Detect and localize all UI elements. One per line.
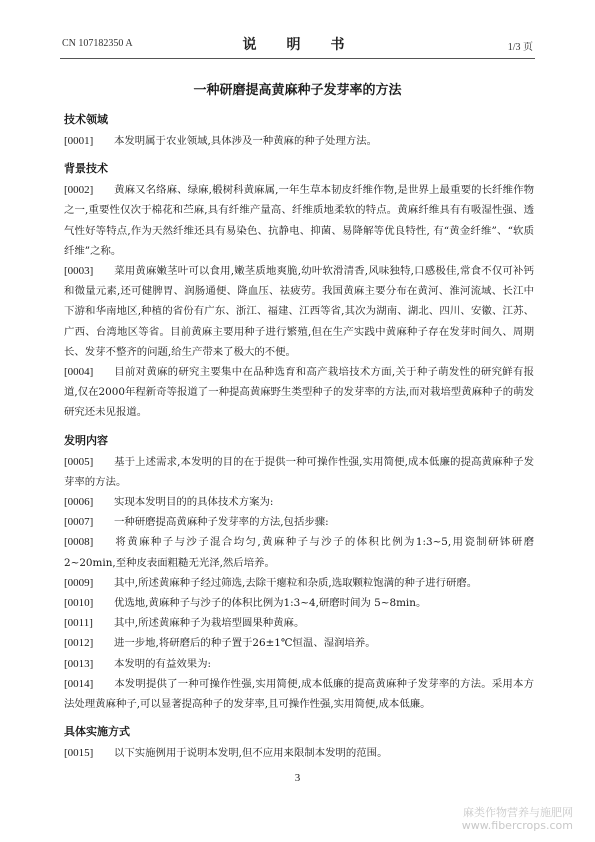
paragraph xyxy=(64,743,534,763)
paragraph xyxy=(64,512,534,532)
page-indicator: 1/3 页 xyxy=(507,42,533,53)
paragraph-text: 优选地,黄麻种子与沙子的体积比例为1:3~4,研磨时间为 5~8min。 xyxy=(114,597,427,610)
paragraph xyxy=(64,362,534,423)
section-heading-embodiment: 具体实施方式 xyxy=(64,725,130,739)
section-heading-tech-field: 技术领域 xyxy=(64,113,108,126)
paragraph-number: [0003] xyxy=(64,265,94,278)
paragraph-number: [0012] xyxy=(64,637,94,650)
header-title: 说 明 书 xyxy=(242,37,353,53)
paragraph-text: 菜用黄麻嫩茎叶可以食用,嫩茎质地爽脆,幼叶软滑清香,风味独特,口感极佳,常食不仅可补钙和微量元素,还可健脾胃、润肠通便、降血压、祛疲劳。我国黄麻主要分布在黄河、淮河流域、长江中下游和华南地区,种植的省份有广东、浙江、福建、江西等省,其次为湖南、湖北、四川、安徽、江苏、广西、台湾地区等省。目前黄麻主要用种子进行繁殖,但在生产实践中黄麻种子存在发芽时间久、周期长、发芽不整齐的问题,给生产带来了极大的不便。 xyxy=(64,265,534,358)
paragraph-text: 黄麻又名络麻、绿麻,椴树科黄麻属,一年生草本韧皮纤维作物,是世界上最重要的长纤维作物之一,重要性仅次于棉花和苎麻,具有纤维产量高、纤维质地柔软的特点。黄麻纤维具有有吸湿性强、透气性好等特点,作为天然纤维还具有易染色、抗静电、抑菌、易降解等优良特性, 有“黄金纤维”、“软质纤维”之称。 xyxy=(64,184,534,257)
paragraph-number: [0002] xyxy=(64,184,94,197)
paragraph-text: 一种研磨提高黄麻种子发芽率的方法,包括步骤: xyxy=(114,516,329,529)
paragraph-number: [0013] xyxy=(64,657,94,670)
paragraph-text: 本发明提供了一种可操作性强,实用简便,成本低廉的提高黄麻种子发芽率的方法。采用本方法处理黄麻种子,可以显著提高种子的发芽率,且可操作性强,实用简便,成本低廉。 xyxy=(64,677,534,711)
page-number: 3 xyxy=(294,772,301,784)
section-heading-background: 背景技术 xyxy=(64,162,108,176)
paragraph-number: [0009] xyxy=(64,576,94,589)
paragraph-text: 其中,所述黄麻种子为栽培型圆果种黄麻。 xyxy=(114,617,305,630)
paragraph-text: 将黄麻种子与沙子混合均匀,黄麻种子与沙子的体积比例为1:3~5,用瓷制研钵研磨2~20min,至种皮表面粗糙无光泽,然后培养。 xyxy=(64,536,534,569)
paragraph xyxy=(64,532,534,572)
paragraph-text: 目前对黄麻的研究主要集中在品种选育和高产栽培技术方面,关于种子萌发性的研究鲜有报道,仅在2000年程新奇等报道了一种提高黄麻野生类型种子的发芽率的方法,而对栽培型黄麻种子的萌发研究还未见报道。 xyxy=(64,366,534,419)
paragraph-number: [0001] xyxy=(64,135,94,147)
paragraph-number: [0015] xyxy=(64,747,94,760)
paragraph-number: [0006] xyxy=(64,496,94,509)
paragraph xyxy=(64,613,534,633)
paragraph-text: 以下实施例用于说明本发明,但不应用来限制本发明的范围。 xyxy=(114,747,388,760)
publication-number: CN 107182350 A xyxy=(62,38,133,49)
paragraph-text: 进一步地,将研磨后的种子置于26±1℃恒温、湿润培养。 xyxy=(114,637,376,650)
watermark-line: 麻类作物营养与施肥网 xyxy=(463,806,573,819)
watermark-line: www.fibercrops.com xyxy=(461,819,573,832)
paragraph xyxy=(64,654,534,674)
section-heading-summary: 发明内容 xyxy=(64,433,108,447)
watermark xyxy=(462,806,573,832)
paragraph-text: 基于上述需求,本发明的目的在于提供一种可操作性强,实用简便,成本低廉的提高黄麻种子发芽率的方法。 xyxy=(64,455,534,488)
paragraph xyxy=(64,593,534,613)
paragraph xyxy=(64,452,534,492)
paragraph-number: [0014] xyxy=(64,677,94,690)
paragraph-text: 其中,所述黄麻种子经过筛选,去除干瘪粒和杂质,选取颗粒饱满的种子进行研磨。 xyxy=(114,576,478,589)
document-title: 一种研磨提高黄麻种子发芽率的方法 xyxy=(193,83,402,98)
paragraph xyxy=(64,573,534,593)
paragraph-number: [0011] xyxy=(64,617,93,630)
paragraph xyxy=(64,633,534,653)
paragraph xyxy=(64,261,534,362)
document-body xyxy=(64,112,534,763)
paragraph xyxy=(64,180,534,261)
paragraph xyxy=(64,492,534,512)
paragraph-number: [0010] xyxy=(64,597,94,610)
paragraph-text: 本发明的有益效果为: xyxy=(114,657,212,670)
header-divider xyxy=(60,58,535,59)
paragraph-number: [0004] xyxy=(64,366,94,379)
paragraph-number: [0005] xyxy=(64,455,94,468)
paragraph-number: [0008] xyxy=(64,536,94,549)
paragraph-number: [0007] xyxy=(64,516,94,529)
paragraph-text: 本发明属于农业领域,具体涉及一种黄麻的种子处理方法。 xyxy=(114,135,378,147)
paragraph-text: 实现本发明目的的具体技术方案为: xyxy=(114,496,274,509)
paragraph xyxy=(64,674,534,714)
paragraph xyxy=(64,131,534,151)
